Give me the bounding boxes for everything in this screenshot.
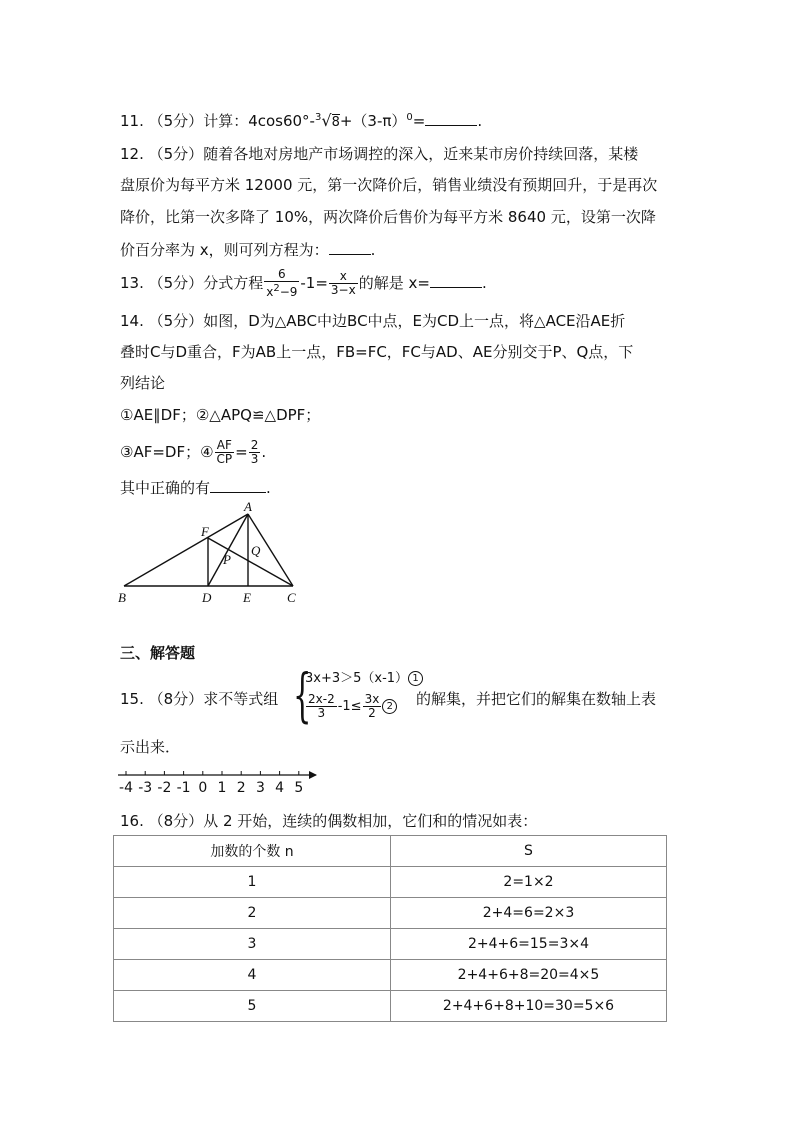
sum-table — [113, 835, 667, 1022]
q12-text4: 价百分率为 x，则可列方程为： — [120, 241, 329, 259]
q13-fraction-2 — [329, 270, 358, 297]
axis-tick-label: -1 — [176, 780, 191, 796]
table-row — [114, 929, 667, 960]
q14-number: 14. — [120, 312, 144, 330]
radical-sign: √ — [321, 111, 332, 130]
ineq2-left-num: 2x-2 — [308, 692, 335, 706]
axis-tick-label: 1 — [217, 780, 227, 796]
q14-frac2-numerator: 2 — [250, 438, 259, 452]
ineq2-left-den: 3 — [306, 706, 337, 720]
q13-answer-blank — [430, 271, 482, 288]
label-c: C — [287, 590, 296, 605]
q13-lead: 分式方程 — [203, 274, 264, 292]
arrow-head-icon — [309, 771, 317, 779]
q14-frac-numerator: AF — [216, 438, 232, 452]
section-title: 三、解答题 — [120, 644, 196, 662]
q15-tail: 的解集，并把它们的解集在数轴上表 — [416, 690, 657, 708]
circle-number-1: 1 — [408, 671, 423, 686]
q14-score: （5分） — [148, 312, 204, 330]
label-a: A — [244, 499, 252, 514]
label-e: E — [243, 590, 251, 605]
q14-line5: ③AF=DF；④ $\frac{AF}{CP}$ = $\frac{2}{3}$ . — [120, 438, 267, 466]
q13-line: 13. （5分）分式方程 $\frac{6}{x^2-9}$ -1= $\frac{x}{3-x}$ 的解是 x= . — [120, 267, 487, 299]
label-b: B — [118, 590, 126, 605]
q15-number: 15. — [120, 690, 144, 708]
ineq2-right-num: 3x — [364, 692, 380, 706]
q11-root-index: 3 — [314, 112, 322, 123]
label-d: D — [202, 590, 212, 605]
q11-answer-blank — [425, 109, 477, 126]
q15-lead: 求不等式组 — [203, 690, 279, 708]
table-row — [114, 960, 667, 991]
q16-score: （8分） — [148, 812, 204, 830]
axis-tick-label: 4 — [275, 780, 285, 796]
cell-s: 2+4=6=2×3 — [391, 898, 667, 929]
table-row — [114, 867, 667, 898]
ineq2-mid: -1≤ — [337, 699, 362, 714]
q12-score: （5分） — [148, 145, 204, 163]
q13-tail: 的解是 x= — [358, 274, 430, 292]
q14-frac-denominator: CP — [216, 452, 233, 466]
q13-score: （5分） — [148, 274, 204, 292]
q11-line: 11. （5分）计算：$4\cos 60^\circ-^3√8+(3-\pi)^0=$ . — [120, 111, 483, 130]
q14-frac2-denominator: 3 — [250, 452, 259, 466]
q12-line1 — [120, 143, 638, 165]
q15-line1 — [120, 688, 278, 710]
q14-frac-eq: = — [235, 443, 248, 461]
q13-f1-denominator — [264, 281, 299, 299]
cell-n: 3 — [114, 929, 391, 960]
q12-text1: 随着各地对房地产市场调控的深入，近来某市房价持续回落，某楼 — [203, 145, 639, 163]
q11-mid: +（3-π） — [339, 112, 407, 130]
q13-fraction-1 — [264, 268, 299, 299]
cell-n: 5 — [114, 991, 391, 1022]
circle-number-2: 2 — [382, 699, 397, 714]
inequality-2 — [305, 693, 397, 720]
q12-line3: 降价，比第一次多降了 10%，两次降价后售价为每平方米 8640 元，设第一次降 — [120, 208, 656, 226]
label-p: P — [223, 552, 231, 567]
q11-score: （5分） — [148, 112, 204, 130]
q12-line2: 盘原价为每平方米 12000 元，第一次降价后，销售业绩没有预期回升，于是再次 — [120, 176, 658, 194]
cell-s: 2=1×2 — [391, 867, 667, 898]
q16-line — [120, 810, 537, 832]
cell-s: 2+4+6+8=20=4×5 — [391, 960, 667, 991]
q14-line6: 其中正确的有 . — [120, 476, 271, 499]
ineq2-left-fraction — [306, 693, 337, 720]
ineq2-right-den: 2 — [363, 706, 382, 720]
q11-tail: = — [412, 112, 426, 130]
q11-exponent: 0 — [406, 112, 413, 123]
q12-answer-blank — [329, 238, 371, 255]
cell-n: 2 — [114, 898, 391, 929]
q11-root-value: 8 — [331, 115, 340, 130]
axis-tick-label: 0 — [198, 780, 208, 796]
left-brace: { — [293, 661, 312, 729]
q13-f2-numerator: x — [339, 269, 347, 283]
header-s: S — [391, 836, 667, 867]
cell-s: 2+4+6+8+10=30=5×6 — [391, 991, 667, 1022]
q13-f1-den-a: x — [266, 285, 274, 299]
label-q: Q — [251, 543, 261, 558]
header-n: 加数的个数 n — [114, 836, 391, 867]
q11-number: 11. — [120, 112, 144, 130]
q15-score: （8分） — [148, 690, 204, 708]
axis-tick-label: 3 — [255, 780, 265, 796]
q16-text: 从 2 开始，连续的偶数相加，它们和的情况如表： — [203, 812, 538, 830]
q13-f1-numerator: 6 — [277, 267, 286, 281]
q14-text6: 其中正确的有 — [120, 479, 211, 497]
q14-text1: 如图，D为△ABC中边BC中点，E为CD上一点，将△ACE沿AE折 — [203, 312, 626, 330]
triangle-figure — [110, 498, 310, 606]
q14-answer-blank — [210, 476, 266, 493]
q13-f1-den-b: −9 — [279, 285, 298, 299]
q14-line4: ①AE∥DF；②△APQ≌△DPF； — [120, 406, 321, 424]
axis-tick-label: 2 — [236, 780, 246, 796]
table-row — [114, 991, 667, 1022]
q15-line2: 示出来． — [120, 738, 181, 756]
cell-s: 2+4+6=15=3×4 — [391, 929, 667, 960]
q14-fraction-af-cp — [215, 439, 235, 466]
axis-tick-label: -2 — [157, 780, 172, 796]
q12-number: 12. — [120, 145, 144, 163]
label-f: F — [201, 524, 209, 539]
q14-line2: 叠时C与D重合，F为AB上一点，FB=FC，FC与AD、AE分别交于P、Q点，下 — [120, 343, 634, 361]
ineq2-right-fraction — [363, 693, 382, 720]
q13-f2-denominator: 3−x — [330, 283, 356, 297]
q11-lead: 计算：4cos60°- — [203, 112, 315, 130]
number-line — [114, 766, 324, 796]
q14-text5: ③AF=DF；④ — [120, 443, 214, 461]
q12-line4: 价百分率为 x，则可列方程为： . — [120, 238, 375, 261]
table-header-row — [114, 836, 667, 867]
q16-number: 16. — [120, 812, 144, 830]
axis-tick-label: -3 — [138, 780, 153, 796]
cell-n: 4 — [114, 960, 391, 991]
q14-line1 — [120, 310, 625, 332]
axis-tick-label: -4 — [119, 780, 133, 796]
inequality-1 — [305, 667, 423, 686]
axis-tick-label: 5 — [294, 780, 304, 796]
q13-number: 13. — [120, 274, 144, 292]
inequality-1-text: 3x+3＞5（x-1） — [305, 671, 409, 686]
table-row — [114, 898, 667, 929]
cell-n: 1 — [114, 867, 391, 898]
q13-mid: -1= — [300, 274, 328, 292]
q14-fraction-2-3 — [249, 439, 261, 466]
q13-f1-den-exp: 2 — [273, 283, 280, 294]
q14-line3: 列结论 — [120, 374, 166, 392]
